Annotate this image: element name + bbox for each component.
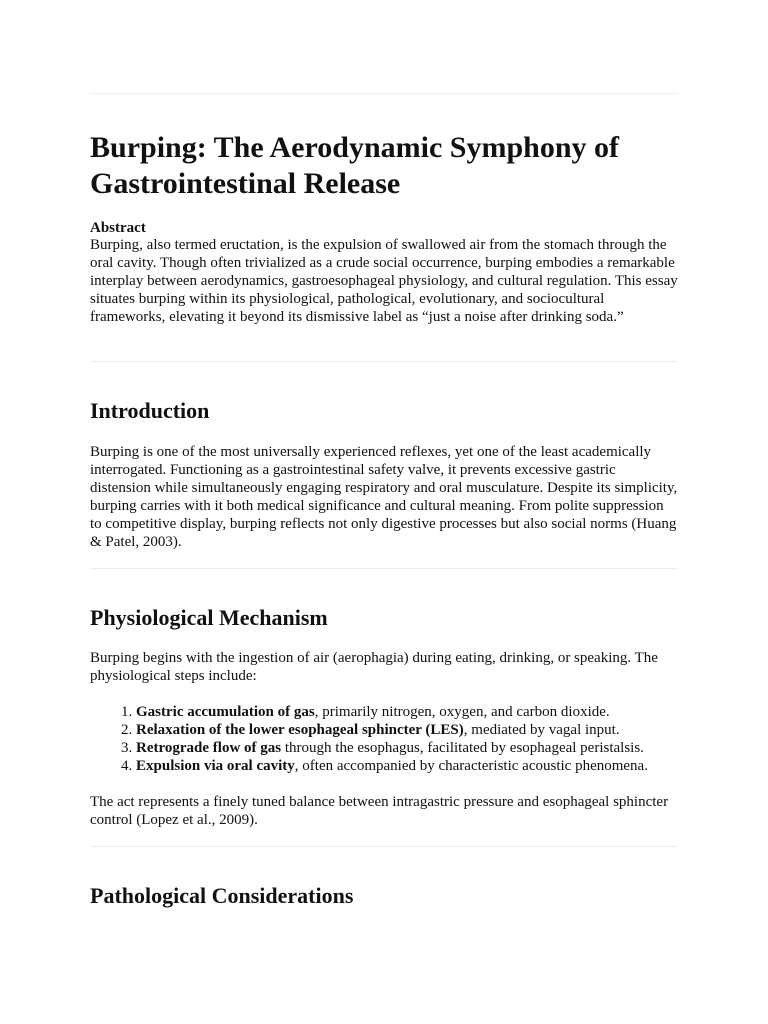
abstract-label: Abstract: [90, 220, 146, 236]
step-description: , primarily nitrogen, oxygen, and carbon dioxide.: [314, 704, 610, 720]
divider: [90, 93, 678, 94]
step-description: through the esophagus, facilitated by esophageal peristalsis.: [281, 740, 644, 756]
physiology-closing-paragraph: The act represents a finely tuned balance between intragastric pressure and esophageal sphincter control (Lopez et al., 2009).: [90, 794, 669, 828]
list-item: [136, 721, 678, 739]
physiology-intro-paragraph: Burping begins with the ingestion of air (aerophagia) during eating, drinking, or speaking. The physiological steps include:: [90, 650, 658, 684]
list-item: [136, 757, 678, 775]
divider: [90, 361, 678, 362]
list-item: [136, 703, 678, 721]
divider: [90, 846, 678, 847]
step-term: Relaxation of the lower esophageal sphincter (LES): [136, 722, 464, 738]
step-term: Gastric accumulation of gas: [136, 704, 315, 720]
step-term: Expulsion via oral cavity: [136, 758, 295, 774]
section-heading-physiology: Physiological Mechanism: [90, 605, 328, 630]
section-heading-pathology: Pathological Considerations: [90, 883, 354, 908]
list-item: [136, 739, 678, 757]
step-term: Retrograde flow of gas: [136, 740, 282, 756]
document-title: Burping: The Aerodynamic Symphony of Gastrointestinal Release: [90, 131, 619, 200]
abstract-text: Burping, also termed eructation, is the expulsion of swallowed air from the stomach through the oral cavity. Though often trivialized as a crude social occurrence, burping embodies a remarkable interplay between aerodynamics, gastroesophageal physiology, and cultural regulation. This essay situates burping within its physiological, pathological, evolutionary, and sociocultural frameworks, elevating it beyond its dismissive label as “just a noise after drinking soda.”: [90, 237, 678, 325]
physiology-steps-list: [90, 703, 678, 775]
step-description: , often accompanied by characteristic acoustic phenomena.: [294, 758, 648, 774]
step-description: , mediated by vagal input.: [463, 722, 620, 738]
section-heading-introduction: Introduction: [90, 398, 210, 423]
introduction-paragraph: Burping is one of the most universally experienced reflexes, yet one of the least academically interrogated. Functioning as a gastrointestinal safety valve, it prevents excessive gastric distension while simultaneously engaging respiratory and oral musculature. Despite its simplicity, burping carries with it both medical significance and cultural meaning. From polite suppression to competitive display, burping reflects not only digestive processes but also social norms (Huang & Patel, 2003).: [90, 444, 678, 550]
divider: [90, 568, 678, 569]
